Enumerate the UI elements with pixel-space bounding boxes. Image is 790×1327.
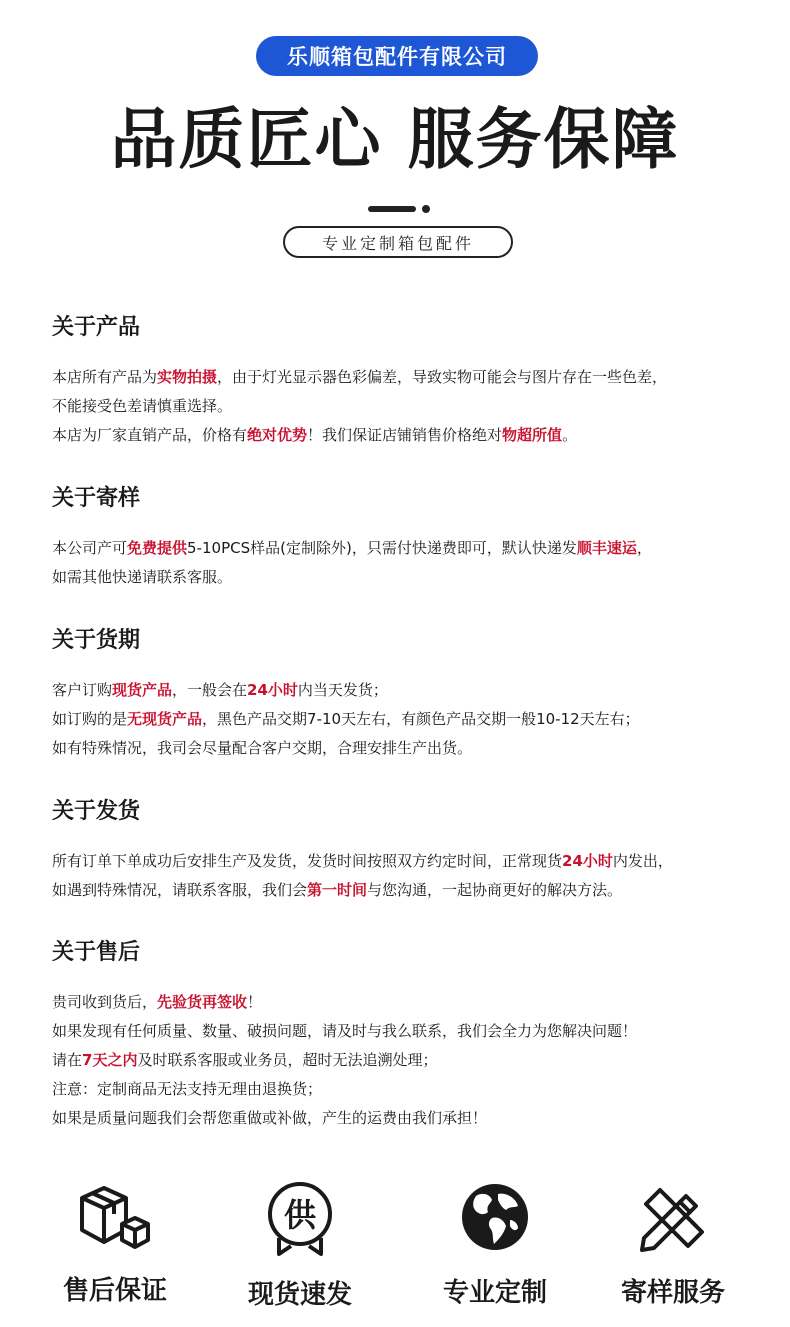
globe-icon [458, 1180, 532, 1254]
section-line [52, 1017, 762, 1046]
highlight-text: 无现货产品 [127, 710, 203, 728]
body-text: 。 [562, 426, 578, 444]
body-text: 内当天发货； [297, 681, 388, 699]
body-text: 如果是质量问题我们会帮您重做或补做，产生的运费由我们承担！ [52, 1109, 488, 1127]
section-line [52, 1104, 762, 1133]
section-body [52, 363, 762, 450]
company-name-badge: 乐顺箱包配件有限公司 [256, 36, 538, 76]
section-heading: 关于货期 [52, 628, 141, 653]
section-about-samples [52, 484, 762, 592]
section-heading: 关于售后 [52, 940, 141, 965]
section-line [52, 534, 762, 563]
body-text: ，由于灯光显示器色彩偏差，导致实物可能会与图片存在一些色差， [217, 368, 668, 386]
boxes-icon [78, 1180, 152, 1252]
section-line [52, 1046, 762, 1075]
highlight-text: 实物拍摄 [157, 368, 218, 386]
section-line [52, 421, 762, 450]
body-text: 客户订购 [52, 681, 113, 699]
section-line [52, 1075, 762, 1104]
section-body [52, 847, 762, 905]
body-text: 如订购的是 [52, 710, 128, 728]
feature-label: 售后保证 [62, 1276, 167, 1306]
highlight-text: 物超所值 [502, 426, 563, 444]
body-text: 所有订单下单成功后安排生产及发货，发货时间按照双方约定时间，正常现货 [52, 852, 563, 870]
highlight-text: 24小时 [247, 681, 298, 699]
body-text: ！ [247, 993, 263, 1011]
body-text: 本公司产可 [52, 539, 128, 557]
body-text: 如遇到特殊情况，请联系客服，我们会 [52, 881, 308, 899]
body-text: 及时联系客服或业务员，超时无法追溯处理； [137, 1051, 438, 1069]
section-line [52, 734, 762, 763]
body-text: 如需其他快递请联系客服。 [52, 568, 233, 586]
section-body [52, 988, 762, 1133]
body-text: 不能接受色差请慎重选择。 [52, 397, 233, 415]
body-text: ，黑色产品交期7-10天左右，有颜色产品交期一般10-12天左右； [202, 710, 640, 728]
feature-custom [405, 1180, 585, 1310]
body-text: 如有特殊情况，我司会尽量配合客户交期，合理安排生产出货。 [52, 739, 473, 757]
body-text: ， [636, 539, 652, 557]
highlight-text: 24小时 [562, 852, 613, 870]
section-heading: 关于发货 [52, 799, 141, 824]
feature-fast-shipping [210, 1180, 390, 1312]
section-body [52, 676, 762, 763]
feature-label: 寄样服务 [620, 1278, 725, 1308]
highlight-text: 第一时间 [307, 881, 368, 899]
section-heading: 关于寄样 [52, 486, 141, 511]
section-about-products [52, 313, 762, 450]
section-line [52, 363, 762, 392]
highlight-text: 现货产品 [112, 681, 173, 699]
body-text: 贵司收到货后， [52, 993, 158, 1011]
section-heading: 关于产品 [52, 315, 141, 340]
body-text: 如果发现有任何质量、数量、破损问题，请及时与我么联系，我们会全力为您解决问题！ [52, 1022, 638, 1040]
feature-label: 现货速发 [247, 1280, 352, 1310]
supply-badge-icon [263, 1180, 337, 1256]
body-text: 内发出， [612, 852, 673, 870]
body-text: 与您沟通，一起协商更好的解决方法。 [367, 881, 623, 899]
pencil-ruler-icon [636, 1180, 710, 1254]
body-text: 注意：定制商品无法支持无理由退换货； [52, 1080, 323, 1098]
highlight-text: 免费提供 [127, 539, 188, 557]
feature-label: 专业定制 [442, 1278, 547, 1308]
section-line [52, 847, 762, 876]
page-title: 品质匠心 服务保障 [110, 101, 680, 178]
body-text: 5-10PCS样品(定制除外)，只需付快递费即可，默认快递发 [187, 539, 577, 557]
section-line [52, 392, 762, 421]
feature-after-sales [25, 1180, 205, 1308]
section-line [52, 705, 762, 734]
highlight-text: 7天之内 [82, 1051, 138, 1069]
subtitle-badge: 专业定制箱包配件 [283, 226, 513, 258]
supply-badge-char: 供 [283, 1196, 317, 1234]
section-line [52, 876, 762, 905]
feature-sample-service [583, 1180, 763, 1310]
body-text: ！我们保证店铺销售价格绝对 [307, 426, 503, 444]
feature-icons-row [0, 1180, 790, 1310]
body-text: 本店为厂家直销产品，价格有 [52, 426, 248, 444]
highlight-text: 先验货再签收 [157, 993, 248, 1011]
title-divider [368, 204, 430, 214]
section-line [52, 988, 762, 1017]
section-about-lead-time [52, 626, 762, 763]
body-text: 本店所有产品为 [52, 368, 158, 386]
section-body [52, 534, 762, 592]
section-about-shipping [52, 797, 762, 905]
section-about-after-sales [52, 938, 762, 1133]
body-text: ，一般会在 [172, 681, 248, 699]
section-line [52, 563, 762, 592]
body-text: 请在 [52, 1051, 83, 1069]
section-line [52, 676, 762, 705]
highlight-text: 绝对优势 [247, 426, 308, 444]
highlight-text: 顺丰速运 [576, 539, 637, 557]
